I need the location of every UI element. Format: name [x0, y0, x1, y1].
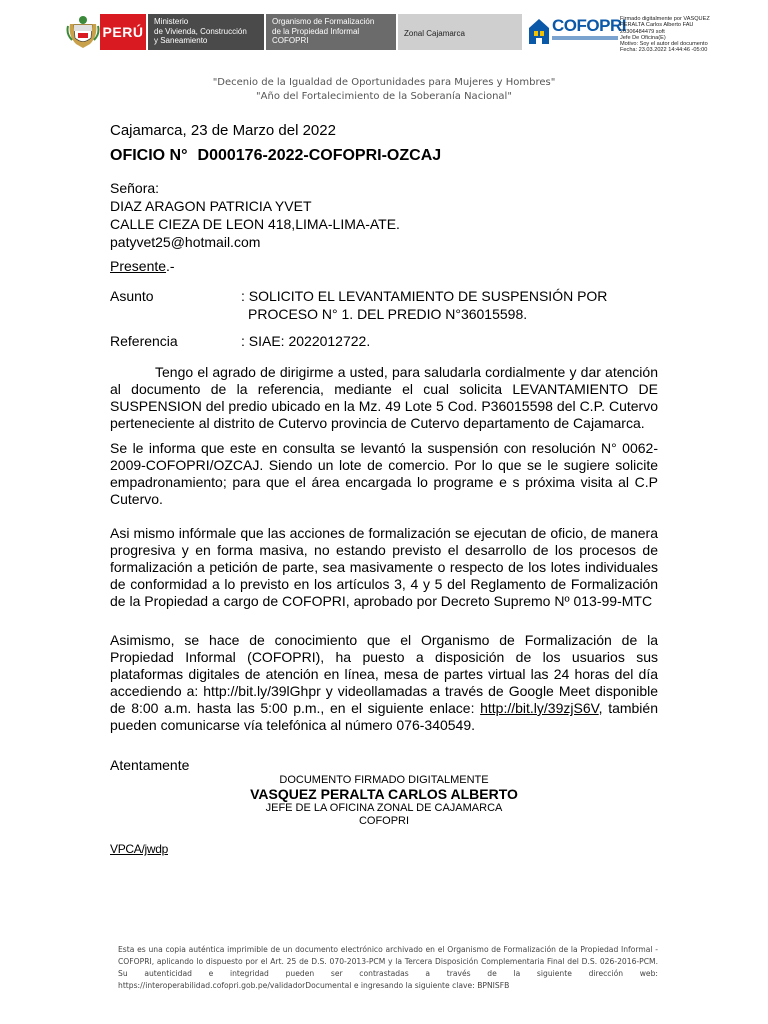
paragraph-4-text: Asimismo, se hace de conocimiento que el Organismo de Formalización de la Propiedad Informal (COFOPRI), ha puesto a disposición de los usuarios sus plataformas digitales de atención en línea, mesa de partes virtual las 24 horas del día accediendo a: http://bit.ly/39lGhpr y videollamadas a través de Google Meet disponible de 8:00 a.m. hasta las 5:00 p.m., en el siguiente enlace:: [110, 632, 658, 716]
organism-line-1: Organismo de Formalización: [272, 17, 375, 26]
stamp-line: Fecha: 23.03.2022 14:44:46 -05:00: [620, 47, 708, 54]
recipient-address: CALLE CIEZA DE LEON 418,LIMA-LIMA-ATE.: [110, 216, 400, 232]
decenio-line-1: "Decenio de la Igualdad de Oportunidades para Mujeres y Hombres": [212, 77, 556, 88]
initials: VPCA/jwdp: [110, 842, 168, 856]
asunto-line-2: PROCESO N° 1. DEL PREDIO N°36015598.: [248, 306, 528, 322]
decenio-line-2: "Año del Fortalecimiento de la Soberanía Nacional": [256, 91, 512, 102]
oficio-heading: [110, 147, 441, 165]
stamp-line: PERALTA Carlos Alberto FAU: [620, 22, 694, 29]
oficio-number: D000176-2022-COFOPRI-OZCAJ: [197, 147, 442, 164]
authenticity-footer: Esta es una copia auténtica imprimible de un documento electrónico archivado en el Organismo de Formalización de la Propiedad Informal - COFOPRI, aplicando lo dispuesto por el Art. 25 de D.S. 070-2013-PCM y la Tercera Disposición Complementaria Final del D.S. 026-2016-PCM. Su autenticidad e integridad pueden ser contrastadas a través de la siguiente dirección web: https://interoperabilidad.cofopri.gob.pe/validadorDocumental e ingresando la siguiente clave: BPNISFB: [118, 945, 658, 990]
recipient-email: patyvet25@hotmail.com: [110, 234, 261, 250]
asunto-value: [241, 287, 651, 323]
google-meet-link[interactable]: http://bit.ly/39zjS6V: [480, 700, 599, 716]
signer-org: COFOPRI: [358, 815, 410, 827]
ministry-line-2: de Vivienda, Construcción: [154, 26, 247, 36]
signed-digitally-label: DOCUMENTO FIRMADO DIGITALMENTE: [279, 774, 489, 786]
paragraph-3: Asi mismo infórmale que las acciones de formalización se ejecutan de oficio, de manera progresiva y en forma masiva, no estando previsto el desarrollo de los procesos de formalización a petición de parte, sea masivamente o respecto de los lotes individuales de conformidad a lo previsto en los artículos 3, 4 y 5 del Reglamento de Formalización de la Propiedad a cargo de COFOPRI, aprobado por Decreto Supremo Nº 013-99-MTC: [110, 525, 658, 609]
paragraph-2: Se le informa que este en consulta se levantó la suspensión con resolución N° 0062-2009-COFOPRI/OZCAJ. Siendo un lote de comercio. Por lo que se le sugiere solicite empadronamiento; para que el área encargada lo programe e s próxima visita al C.P Cutervo.: [110, 440, 658, 507]
signer-name: VASQUEZ PERALTA CARLOS ALBERTO: [250, 786, 518, 802]
logo-underline: [552, 36, 618, 40]
recipient-block: [110, 179, 510, 251]
asunto-label: Asunto: [110, 288, 154, 304]
peru-label: PERÚ: [100, 14, 146, 50]
organism-line-3: COFOPRI: [272, 36, 309, 45]
letter-date: Cajamarca, 23 de Marzo del 2022: [110, 122, 336, 139]
salutation: Señora:: [110, 180, 160, 196]
ministry-line-1: Ministerio: [154, 17, 189, 26]
ministry-line-3: y Saneamiento: [154, 36, 208, 45]
organism-box: [266, 14, 396, 50]
cofopri-logo-text: COFOPRI: [552, 16, 626, 35]
paragraph-1: Tengo el agrado de dirigirme a usted, para saludarla cordialmente y dar atención al documento de la referencia, mediante el cual solicita LEVANTAMIENTO DE SUSPENSION del predio ubicado en la Mz. 49 Lote 5 Cod. P36015598 del C.P. Cutervo perteneciente al distrito de Cutervo provincia de Cutervo departamento de Cajamarca.: [110, 364, 658, 431]
presente-line: [110, 257, 175, 275]
asunto-line-1: : SOLICITO EL LEVANTAMIENTO DE SUSPENSIÓN POR: [241, 288, 608, 304]
referencia-value: : SIAE: 2022012722.: [241, 333, 371, 349]
organism-line-2: de la Propiedad Informal: [272, 26, 360, 36]
paragraph-4-end: , también pueden comunicarse vía telefónica al número 076-340549.: [110, 700, 658, 733]
decenio-heading: [0, 76, 768, 104]
stamp-line: Jefe De Oficina(E): [620, 34, 666, 41]
closing: Atentamente: [110, 757, 190, 773]
zonal-box: [398, 14, 522, 50]
stamp-line: Motivo: Soy el autor del documento: [620, 41, 708, 48]
recipient-name: DIAZ ARAGON PATRICIA YVET: [110, 198, 312, 214]
zonal-label: Zonal Cajamarca: [404, 28, 465, 38]
presente-word: Presente: [110, 258, 167, 274]
stamp-line: Firmado digitalmente por VASQUEZ: [620, 16, 710, 22]
stamp-line: 20306484479 soft: [620, 28, 665, 35]
oficio-label: OFICIO N°: [110, 147, 188, 164]
signer-title: JEFE DE LA OFICINA ZONAL DE CAJAMARCA: [265, 802, 503, 814]
ministry-box: [148, 14, 264, 50]
paragraph-4: [110, 632, 658, 734]
referencia-label: Referencia: [110, 333, 178, 349]
presente-suffix: .-: [166, 258, 175, 274]
national-seal-icon: [66, 14, 100, 50]
digital-signature-stamp: [620, 16, 760, 54]
